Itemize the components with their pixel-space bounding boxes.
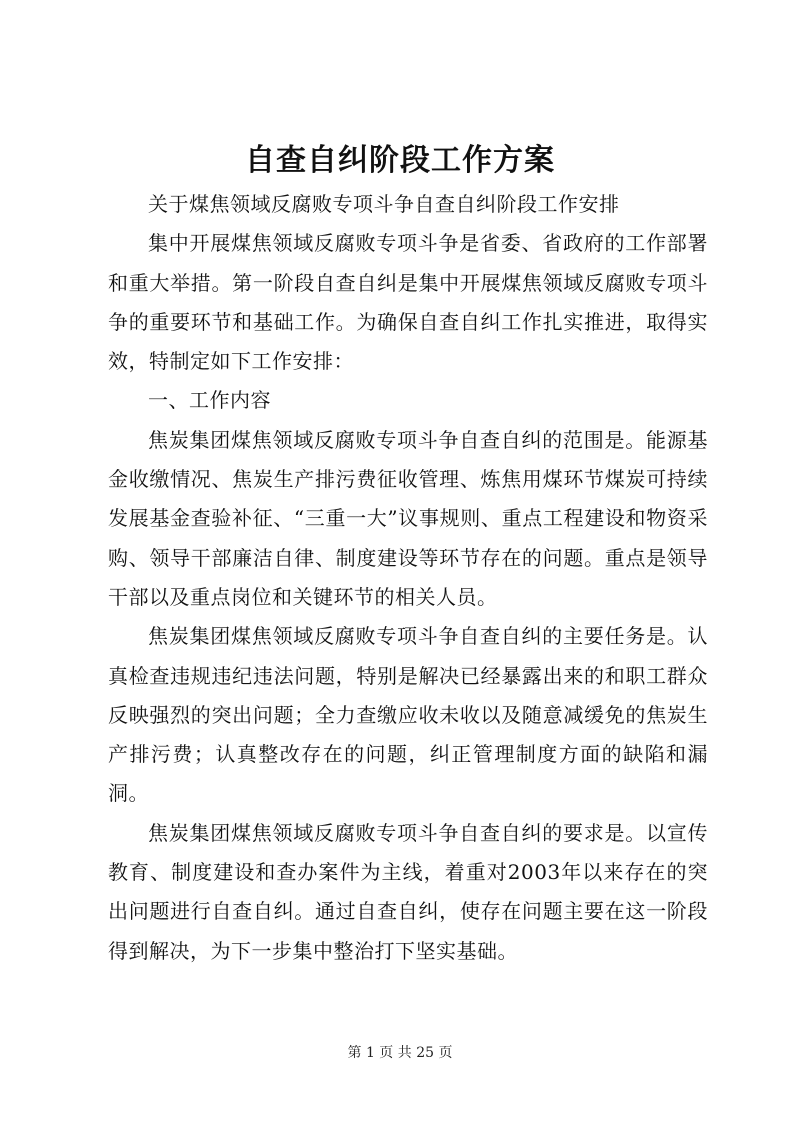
page-footer: 第 1 页 共 25 页 (347, 1045, 453, 1061)
section-heading: 一、工作内容 (148, 388, 271, 413)
scope-paragraph: 焦炭集团煤焦领域反腐败专项斗争自查自纠的范围是。能源基金收缴情况、焦炭生产排污费征收管理、炼焦用煤环节煤炭可持续发展基金查验补征、“三重一大”议事规则、重点工程建设和物资采购、领导干部廉洁自律、制度建设等环节存在的问题。重点是领导干部以及重点岗位和关键环节的相关人员。 (108, 427, 708, 609)
document-title: 自查自纠阶段工作方案 (245, 143, 555, 178)
subtitle-paragraph: 关于煤焦领域反腐败专项斗争自查自纠阶段工作安排 (148, 192, 620, 216)
requirements-paragraph: 焦炭集团煤焦领域反腐败专项斗争自查自纠的要求是。以宣传教育、制度建设和查办案件为主线，着重对2003年以来存在的突出问题进行自查自纠。通过自查自纠，使存在问题主要在这一阶段得到解决，为下一步集中整治打下坚实基础。 (108, 820, 708, 963)
tasks-paragraph: 焦炭集团煤焦领域反腐败专项斗争自查自纠的主要任务是。认真检查违规违纪违法问题，特别是解决已经暴露出来的和职工群众反映强烈的突出问题；全力查缴应收未收以及随意减缓免的焦炭生产排污费；认真整改存在的问题，纠正管理制度方面的缺陷和漏洞。 (108, 624, 708, 806)
document-body (108, 185, 708, 971)
intro-paragraph: 集中开展煤焦领域反腐败专项斗争是省委、省政府的工作部署和重大举措。第一阶段自查自纠是集中开展煤焦领域反腐败专项斗争的重要环节和基础工作。为确保自查自纠工作扎实推进，取得实效，特制定如下工作安排： (108, 231, 708, 374)
